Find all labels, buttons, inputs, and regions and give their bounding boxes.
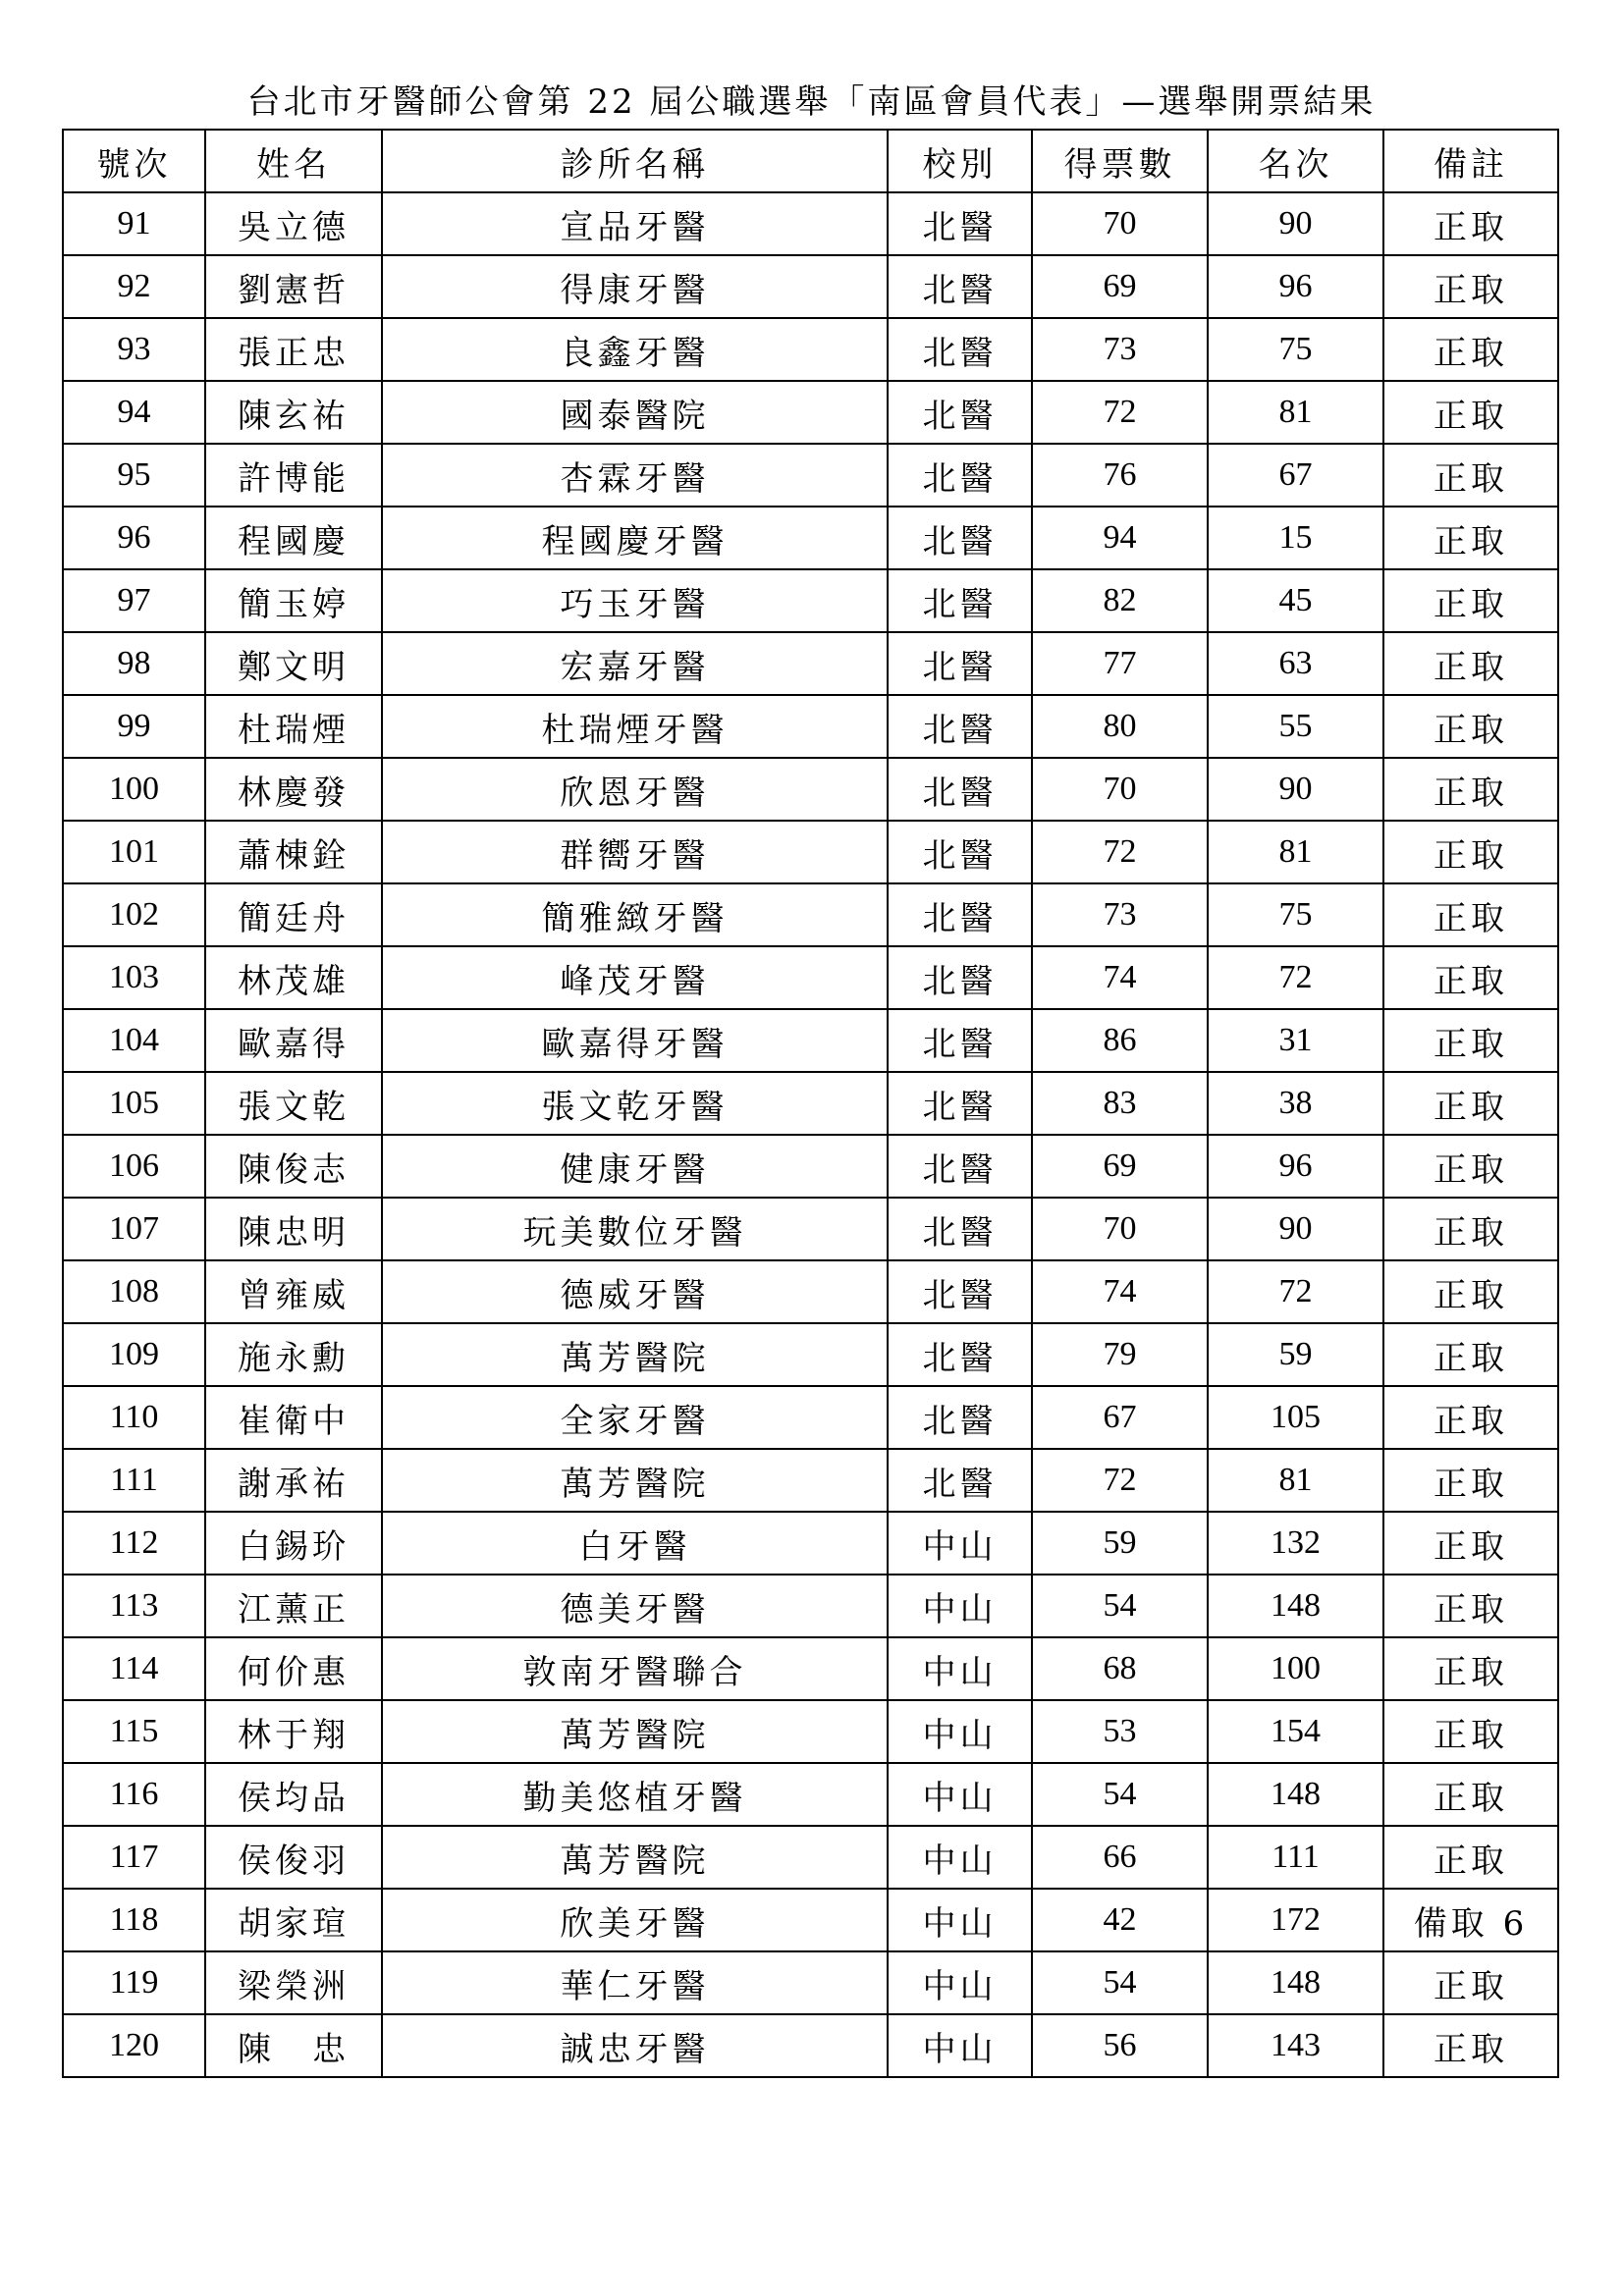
- vote-count-cell: 86: [1032, 1009, 1208, 1072]
- school-cell: 北醫: [888, 1449, 1032, 1512]
- candidate-name-cell: 陳俊志: [205, 1135, 382, 1198]
- rank-cell: 81: [1208, 381, 1383, 444]
- row-number-cell: 110: [63, 1386, 205, 1449]
- rank-cell: 111: [1208, 1826, 1383, 1889]
- vote-count-cell: 74: [1032, 946, 1208, 1009]
- candidate-name-cell: 白錫玠: [205, 1512, 382, 1575]
- candidate-name-cell: 張正忠: [205, 318, 382, 381]
- vote-count-cell: 72: [1032, 821, 1208, 883]
- rank-cell: 59: [1208, 1323, 1383, 1386]
- rank-cell: 75: [1208, 318, 1383, 381]
- rank-cell: 105: [1208, 1386, 1383, 1449]
- remark-cell: 正取: [1383, 507, 1558, 569]
- clinic-name-cell: 全家牙醫: [382, 1386, 888, 1449]
- school-cell: 北醫: [888, 1009, 1032, 1072]
- rank-cell: 38: [1208, 1072, 1383, 1135]
- row-number-cell: 109: [63, 1323, 205, 1386]
- remark-cell: 正取: [1383, 444, 1558, 507]
- school-cell: 北醫: [888, 569, 1032, 632]
- table-row: [63, 507, 1558, 569]
- school-cell: 北醫: [888, 1260, 1032, 1323]
- vote-count-cell: 94: [1032, 507, 1208, 569]
- clinic-name-cell: 勤美悠植牙醫: [382, 1763, 888, 1826]
- clinic-name-cell: 良鑫牙醫: [382, 318, 888, 381]
- school-cell: 北醫: [888, 192, 1032, 255]
- table-row: [63, 1449, 1558, 1512]
- vote-count-cell: 70: [1032, 1198, 1208, 1260]
- remark-cell: 正取: [1383, 1512, 1558, 1575]
- vote-count-cell: 73: [1032, 318, 1208, 381]
- table-row: [63, 192, 1558, 255]
- vote-count-cell: 67: [1032, 1386, 1208, 1449]
- row-number-cell: 101: [63, 821, 205, 883]
- table-row: [63, 1072, 1558, 1135]
- table-row: [63, 1700, 1558, 1763]
- row-number-cell: 95: [63, 444, 205, 507]
- candidate-name-cell: 林于翔: [205, 1700, 382, 1763]
- school-cell: 北醫: [888, 946, 1032, 1009]
- rank-cell: 67: [1208, 444, 1383, 507]
- table-row: [63, 318, 1558, 381]
- row-number-cell: 98: [63, 632, 205, 695]
- school-cell: 中山: [888, 1763, 1032, 1826]
- clinic-name-cell: 國泰醫院: [382, 381, 888, 444]
- school-cell: 北醫: [888, 507, 1032, 569]
- rank-cell: 90: [1208, 1198, 1383, 1260]
- row-number-cell: 117: [63, 1826, 205, 1889]
- vote-count-cell: 42: [1032, 1889, 1208, 1951]
- vote-count-cell: 79: [1032, 1323, 1208, 1386]
- table-row: [63, 1009, 1558, 1072]
- vote-count-cell: 70: [1032, 192, 1208, 255]
- clinic-name-cell: 萬芳醫院: [382, 1323, 888, 1386]
- vote-count-cell: 76: [1032, 444, 1208, 507]
- clinic-name-cell: 華仁牙醫: [382, 1951, 888, 2014]
- remark-cell: 正取: [1383, 318, 1558, 381]
- rank-cell: 132: [1208, 1512, 1383, 1575]
- rank-cell: 100: [1208, 1637, 1383, 1700]
- candidate-name-cell: 簡玉婷: [205, 569, 382, 632]
- row-number-cell: 108: [63, 1260, 205, 1323]
- row-number-cell: 118: [63, 1889, 205, 1951]
- table-row: [63, 632, 1558, 695]
- table-row: [63, 1260, 1558, 1323]
- clinic-name-cell: 宏嘉牙醫: [382, 632, 888, 695]
- clinic-name-cell: 德威牙醫: [382, 1260, 888, 1323]
- vote-count-cell: 80: [1032, 695, 1208, 758]
- clinic-name-cell: 德美牙醫: [382, 1575, 888, 1637]
- row-number-cell: 96: [63, 507, 205, 569]
- row-number-cell: 115: [63, 1700, 205, 1763]
- vote-count-cell: 56: [1032, 2014, 1208, 2077]
- rank-cell: 96: [1208, 255, 1383, 318]
- row-number-cell: 107: [63, 1198, 205, 1260]
- school-cell: 中山: [888, 1700, 1032, 1763]
- candidate-name-cell: 胡家瑄: [205, 1889, 382, 1951]
- table-row: [63, 2014, 1558, 2077]
- row-number-cell: 112: [63, 1512, 205, 1575]
- row-number-cell: 106: [63, 1135, 205, 1198]
- remark-cell: 正取: [1383, 1575, 1558, 1637]
- vote-count-cell: 68: [1032, 1637, 1208, 1700]
- clinic-name-cell: 萬芳醫院: [382, 1826, 888, 1889]
- vote-count-cell: 72: [1032, 381, 1208, 444]
- row-number-cell: 116: [63, 1763, 205, 1826]
- column-header-note: 備註: [1383, 130, 1558, 192]
- candidate-name-cell: 謝承祐: [205, 1449, 382, 1512]
- rank-cell: 15: [1208, 507, 1383, 569]
- clinic-name-cell: 敦南牙醫聯合: [382, 1637, 888, 1700]
- rank-cell: 31: [1208, 1009, 1383, 1072]
- school-cell: 北醫: [888, 758, 1032, 821]
- table-row: [63, 1826, 1558, 1889]
- school-cell: 北醫: [888, 1323, 1032, 1386]
- rank-cell: 143: [1208, 2014, 1383, 2077]
- row-number-cell: 93: [63, 318, 205, 381]
- rank-cell: 148: [1208, 1575, 1383, 1637]
- vote-count-cell: 69: [1032, 1135, 1208, 1198]
- remark-cell: 正取: [1383, 192, 1558, 255]
- vote-count-cell: 54: [1032, 1951, 1208, 2014]
- remark-cell: 正取: [1383, 2014, 1558, 2077]
- clinic-name-cell: 杏霖牙醫: [382, 444, 888, 507]
- remark-cell: 正取: [1383, 1009, 1558, 1072]
- vote-count-cell: 73: [1032, 883, 1208, 946]
- row-number-cell: 114: [63, 1637, 205, 1700]
- table-row: [63, 444, 1558, 507]
- rank-cell: 90: [1208, 758, 1383, 821]
- table-row: [63, 758, 1558, 821]
- row-number-cell: 105: [63, 1072, 205, 1135]
- remark-cell: 正取: [1383, 1951, 1558, 2014]
- clinic-name-cell: 玩美數位牙醫: [382, 1198, 888, 1260]
- row-number-cell: 120: [63, 2014, 205, 2077]
- column-header-votes: 得票數: [1032, 130, 1208, 192]
- table-row: [63, 381, 1558, 444]
- remark-cell: 正取: [1383, 946, 1558, 1009]
- clinic-name-cell: 萬芳醫院: [382, 1449, 888, 1512]
- vote-count-cell: 82: [1032, 569, 1208, 632]
- table-row: [63, 821, 1558, 883]
- clinic-name-cell: 健康牙醫: [382, 1135, 888, 1198]
- candidate-name-cell: 鄭文明: [205, 632, 382, 695]
- table-row: [63, 1386, 1558, 1449]
- clinic-name-cell: 得康牙醫: [382, 255, 888, 318]
- rank-cell: 81: [1208, 821, 1383, 883]
- table-body: [63, 192, 1558, 2077]
- remark-cell: 正取: [1383, 821, 1558, 883]
- candidate-name-cell: 陳忠明: [205, 1198, 382, 1260]
- clinic-name-cell: 簡雅緻牙醫: [382, 883, 888, 946]
- remark-cell: 正取: [1383, 381, 1558, 444]
- table-header-row: [63, 130, 1558, 192]
- table-row: [63, 1763, 1558, 1826]
- candidate-name-cell: 陳玄祐: [205, 381, 382, 444]
- rank-cell: 55: [1208, 695, 1383, 758]
- remark-cell: 正取: [1383, 1198, 1558, 1260]
- rank-cell: 72: [1208, 1260, 1383, 1323]
- remark-cell: 正取: [1383, 1260, 1558, 1323]
- candidate-name-cell: 林慶發: [205, 758, 382, 821]
- clinic-name-cell: 萬芳醫院: [382, 1700, 888, 1763]
- candidate-name-cell: 許博能: [205, 444, 382, 507]
- school-cell: 北醫: [888, 318, 1032, 381]
- column-header-school: 校別: [888, 130, 1032, 192]
- table-row: [63, 695, 1558, 758]
- column-header-name: 姓名: [205, 130, 382, 192]
- candidate-name-cell: 梁榮洲: [205, 1951, 382, 2014]
- table-row: [63, 946, 1558, 1009]
- rank-cell: 148: [1208, 1763, 1383, 1826]
- school-cell: 中山: [888, 1575, 1032, 1637]
- clinic-name-cell: 巧玉牙醫: [382, 569, 888, 632]
- table-row: [63, 883, 1558, 946]
- vote-count-cell: 69: [1032, 255, 1208, 318]
- vote-count-cell: 83: [1032, 1072, 1208, 1135]
- remark-cell: 正取: [1383, 255, 1558, 318]
- school-cell: 中山: [888, 1512, 1032, 1575]
- rank-cell: 63: [1208, 632, 1383, 695]
- rank-cell: 90: [1208, 192, 1383, 255]
- table-row: [63, 1637, 1558, 1700]
- clinic-name-cell: 誠忠牙醫: [382, 2014, 888, 2077]
- row-number-cell: 99: [63, 695, 205, 758]
- row-number-cell: 119: [63, 1951, 205, 2014]
- vote-count-cell: 59: [1032, 1512, 1208, 1575]
- table-row: [63, 255, 1558, 318]
- vote-count-cell: 53: [1032, 1700, 1208, 1763]
- candidate-name-cell: 劉憲哲: [205, 255, 382, 318]
- candidate-name-cell: 侯均品: [205, 1763, 382, 1826]
- rank-cell: 72: [1208, 946, 1383, 1009]
- remark-cell: 正取: [1383, 1323, 1558, 1386]
- row-number-cell: 102: [63, 883, 205, 946]
- remark-cell: 正取: [1383, 758, 1558, 821]
- school-cell: 北醫: [888, 1198, 1032, 1260]
- school-cell: 中山: [888, 1637, 1032, 1700]
- school-cell: 北醫: [888, 381, 1032, 444]
- column-header-number: 號次: [63, 130, 205, 192]
- remark-cell: 正取: [1383, 632, 1558, 695]
- school-cell: 中山: [888, 1889, 1032, 1951]
- rank-cell: 154: [1208, 1700, 1383, 1763]
- rank-cell: 75: [1208, 883, 1383, 946]
- remark-cell: 正取: [1383, 1135, 1558, 1198]
- remark-cell: 正取: [1383, 1637, 1558, 1700]
- candidate-name-cell: 侯俊羽: [205, 1826, 382, 1889]
- remark-cell: 正取: [1383, 1449, 1558, 1512]
- clinic-name-cell: 宣品牙醫: [382, 192, 888, 255]
- school-cell: 北醫: [888, 255, 1032, 318]
- vote-count-cell: 70: [1032, 758, 1208, 821]
- clinic-name-cell: 杜瑞煙牙醫: [382, 695, 888, 758]
- table-row: [63, 1135, 1558, 1198]
- column-header-clinic: 診所名稱: [382, 130, 888, 192]
- remark-cell: 正取: [1383, 569, 1558, 632]
- remark-cell: 正取: [1383, 1826, 1558, 1889]
- page-title: 台北市牙醫師公會第 22 屆公職選舉「南區會員代表」—選舉開票結果: [246, 82, 1377, 122]
- clinic-name-cell: 峰茂牙醫: [382, 946, 888, 1009]
- row-number-cell: 103: [63, 946, 205, 1009]
- remark-cell: 正取: [1383, 1072, 1558, 1135]
- vote-count-cell: 54: [1032, 1763, 1208, 1826]
- table-row: [63, 1512, 1558, 1575]
- table-row: [63, 569, 1558, 632]
- rank-cell: 81: [1208, 1449, 1383, 1512]
- school-cell: 北醫: [888, 1386, 1032, 1449]
- row-number-cell: 111: [63, 1449, 205, 1512]
- clinic-name-cell: 欣美牙醫: [382, 1889, 888, 1951]
- row-number-cell: 92: [63, 255, 205, 318]
- row-number-cell: 97: [63, 569, 205, 632]
- candidate-name-cell: 曾雍威: [205, 1260, 382, 1323]
- candidate-name-cell: 崔衛中: [205, 1386, 382, 1449]
- table-row: [63, 1575, 1558, 1637]
- results-table: [62, 129, 1559, 2078]
- clinic-name-cell: 群嚮牙醫: [382, 821, 888, 883]
- school-cell: 中山: [888, 2014, 1032, 2077]
- row-number-cell: 104: [63, 1009, 205, 1072]
- candidate-name-cell: 簡廷舟: [205, 883, 382, 946]
- candidate-name-cell: 林茂雄: [205, 946, 382, 1009]
- rank-cell: 148: [1208, 1951, 1383, 2014]
- clinic-name-cell: 白牙醫: [382, 1512, 888, 1575]
- remark-cell: 正取: [1383, 695, 1558, 758]
- school-cell: 北醫: [888, 1072, 1032, 1135]
- candidate-name-cell: 何价惠: [205, 1637, 382, 1700]
- table-row: [63, 1323, 1558, 1386]
- clinic-name-cell: 欣恩牙醫: [382, 758, 888, 821]
- candidate-name-cell: 施永勳: [205, 1323, 382, 1386]
- rank-cell: 45: [1208, 569, 1383, 632]
- remark-cell: 備取 6: [1383, 1889, 1558, 1951]
- clinic-name-cell: 張文乾牙醫: [382, 1072, 888, 1135]
- table-row: [63, 1198, 1558, 1260]
- candidate-name-cell: 程國慶: [205, 507, 382, 569]
- remark-cell: 正取: [1383, 1700, 1558, 1763]
- vote-count-cell: 54: [1032, 1575, 1208, 1637]
- vote-count-cell: 66: [1032, 1826, 1208, 1889]
- remark-cell: 正取: [1383, 1763, 1558, 1826]
- row-number-cell: 113: [63, 1575, 205, 1637]
- vote-count-cell: 74: [1032, 1260, 1208, 1323]
- row-number-cell: 91: [63, 192, 205, 255]
- row-number-cell: 94: [63, 381, 205, 444]
- remark-cell: 正取: [1383, 883, 1558, 946]
- school-cell: 中山: [888, 1951, 1032, 2014]
- school-cell: 北醫: [888, 821, 1032, 883]
- vote-count-cell: 72: [1032, 1449, 1208, 1512]
- candidate-name-cell: 陳 忠: [205, 2014, 382, 2077]
- rank-cell: 96: [1208, 1135, 1383, 1198]
- vote-count-cell: 77: [1032, 632, 1208, 695]
- clinic-name-cell: 歐嘉得牙醫: [382, 1009, 888, 1072]
- candidate-name-cell: 歐嘉得: [205, 1009, 382, 1072]
- candidate-name-cell: 杜瑞煙: [205, 695, 382, 758]
- candidate-name-cell: 江薰正: [205, 1575, 382, 1637]
- school-cell: 北醫: [888, 632, 1032, 695]
- school-cell: 北醫: [888, 883, 1032, 946]
- table-row: [63, 1889, 1558, 1951]
- school-cell: 北醫: [888, 695, 1032, 758]
- table-row: [63, 1951, 1558, 2014]
- remark-cell: 正取: [1383, 1386, 1558, 1449]
- rank-cell: 172: [1208, 1889, 1383, 1951]
- candidate-name-cell: 蕭棟銓: [205, 821, 382, 883]
- candidate-name-cell: 張文乾: [205, 1072, 382, 1135]
- candidate-name-cell: 吳立德: [205, 192, 382, 255]
- row-number-cell: 100: [63, 758, 205, 821]
- school-cell: 中山: [888, 1826, 1032, 1889]
- school-cell: 北醫: [888, 1135, 1032, 1198]
- clinic-name-cell: 程國慶牙醫: [382, 507, 888, 569]
- school-cell: 北醫: [888, 444, 1032, 507]
- column-header-rank: 名次: [1208, 130, 1383, 192]
